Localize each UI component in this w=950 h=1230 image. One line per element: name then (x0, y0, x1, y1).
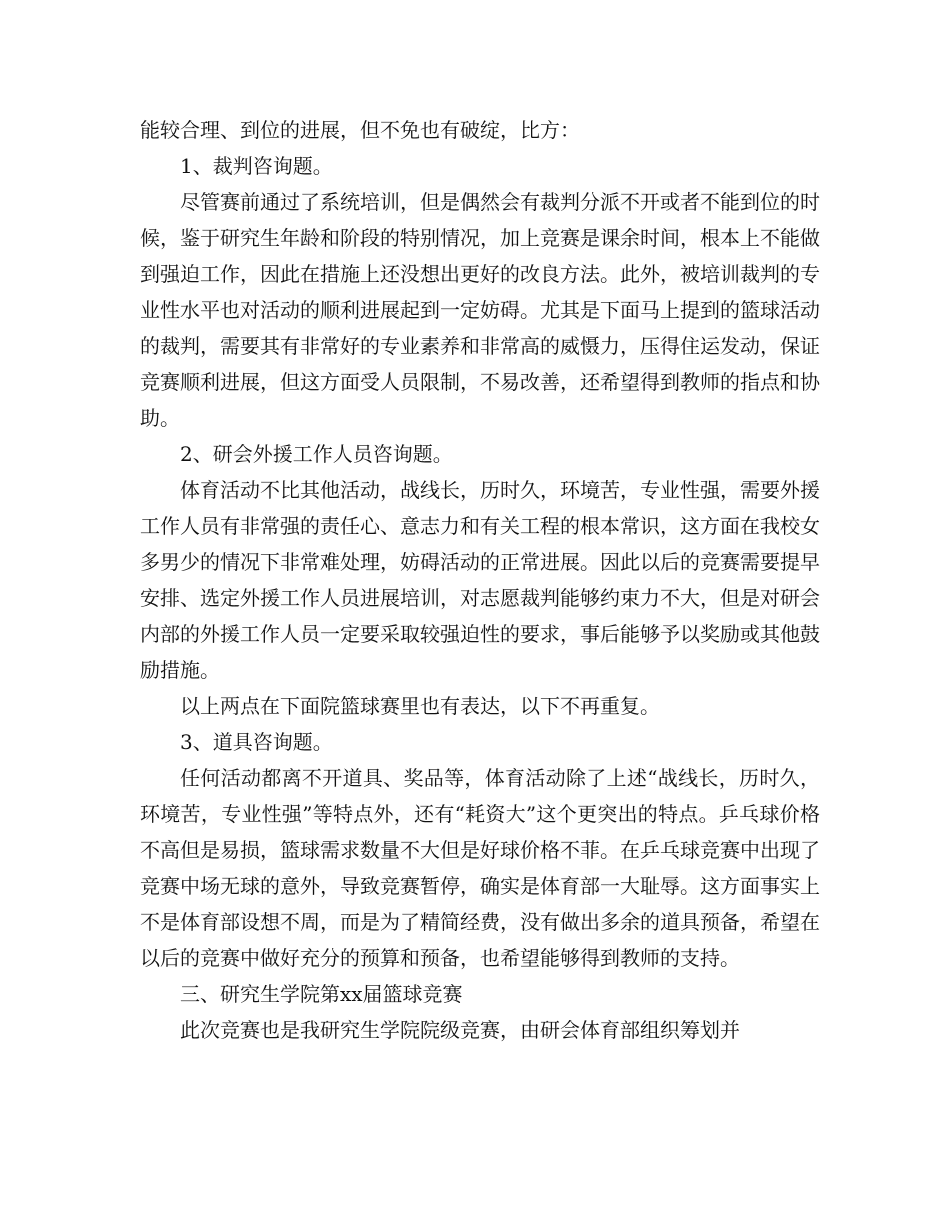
section-heading-referee: 1、裁判咨询题。 (180, 154, 333, 178)
document-body (140, 112, 820, 1048)
paragraph-referee: 尽管赛前通过了系统培训，但是偶然会有裁判分派不开或者不能到位的时候，鉴于研究生年龄和阶段的特别情况，加上竞赛是课余时间，根本上不能做到强迫工作，因此在措施上还没想出更好的改良方法。此外，被培训裁判的专业性水平也对活动的顺利进展起到一定妨碍。尤其是下面马上提到的篮球活动的裁判，需要其有非常好的专业素养和非常高的威慑力，压得住运发动，保证竞赛顺利进展，但这方面受人员限制，不易改善，还希望得到教师的指点和协助。 (140, 190, 820, 430)
paragraph-note: 以上两点在下面院篮球赛里也有表达，以下不再重复。 (180, 694, 660, 718)
section-heading-basketball: 三、研究生学院第xx届篮球竞赛 (180, 982, 463, 1006)
paragraph-props: 任何活动都离不开道具、奖品等，体育活动除了上述“战线长，历时久，环境苦，专业性强”等特点外，还有“耗资大”这个更突出的特点。乒乓球价格不高但是易损，篮球需求数量不大但是好球价格不菲。在乒乓球竞赛中出现了竞赛中场无球的意外，导致竞赛暂停，确实是体育部一大耻辱。这方面事实上不是体育部设想不周，而是为了精简经费，没有做出多余的道具预备，希望在以后的竞赛中做好充分的预算和预备，也希望能够得到教师的支持。 (140, 766, 820, 970)
continuation-paragraph: 能较合理、到位的进展，但不免也有破绽，比方： (140, 118, 580, 142)
section-heading-staff: 2、研会外援工作人员咨询题。 (180, 442, 453, 466)
paragraph-staff: 体育活动不比其他活动，战线长，历时久，环境苦，专业性强，需要外援工作人员有非常强的责任心、意志力和有关工程的根本常识，这方面在我校女多男少的情况下非常难处理，妨碍活动的正常进展。因此以后的竞赛需要提早安排、选定外援工作人员进展培训，对志愿裁判能够约束力不大，但是对研会内部的外援工作人员一定要采取较强迫性的要求，事后能够予以奖励或其他鼓励措施。 (140, 478, 820, 682)
section-heading-props: 3、道具咨询题。 (180, 730, 333, 754)
paragraph-basketball: 此次竞赛也是我研究生学院院级竞赛，由研会体育部组织筹划并 (180, 1018, 740, 1042)
